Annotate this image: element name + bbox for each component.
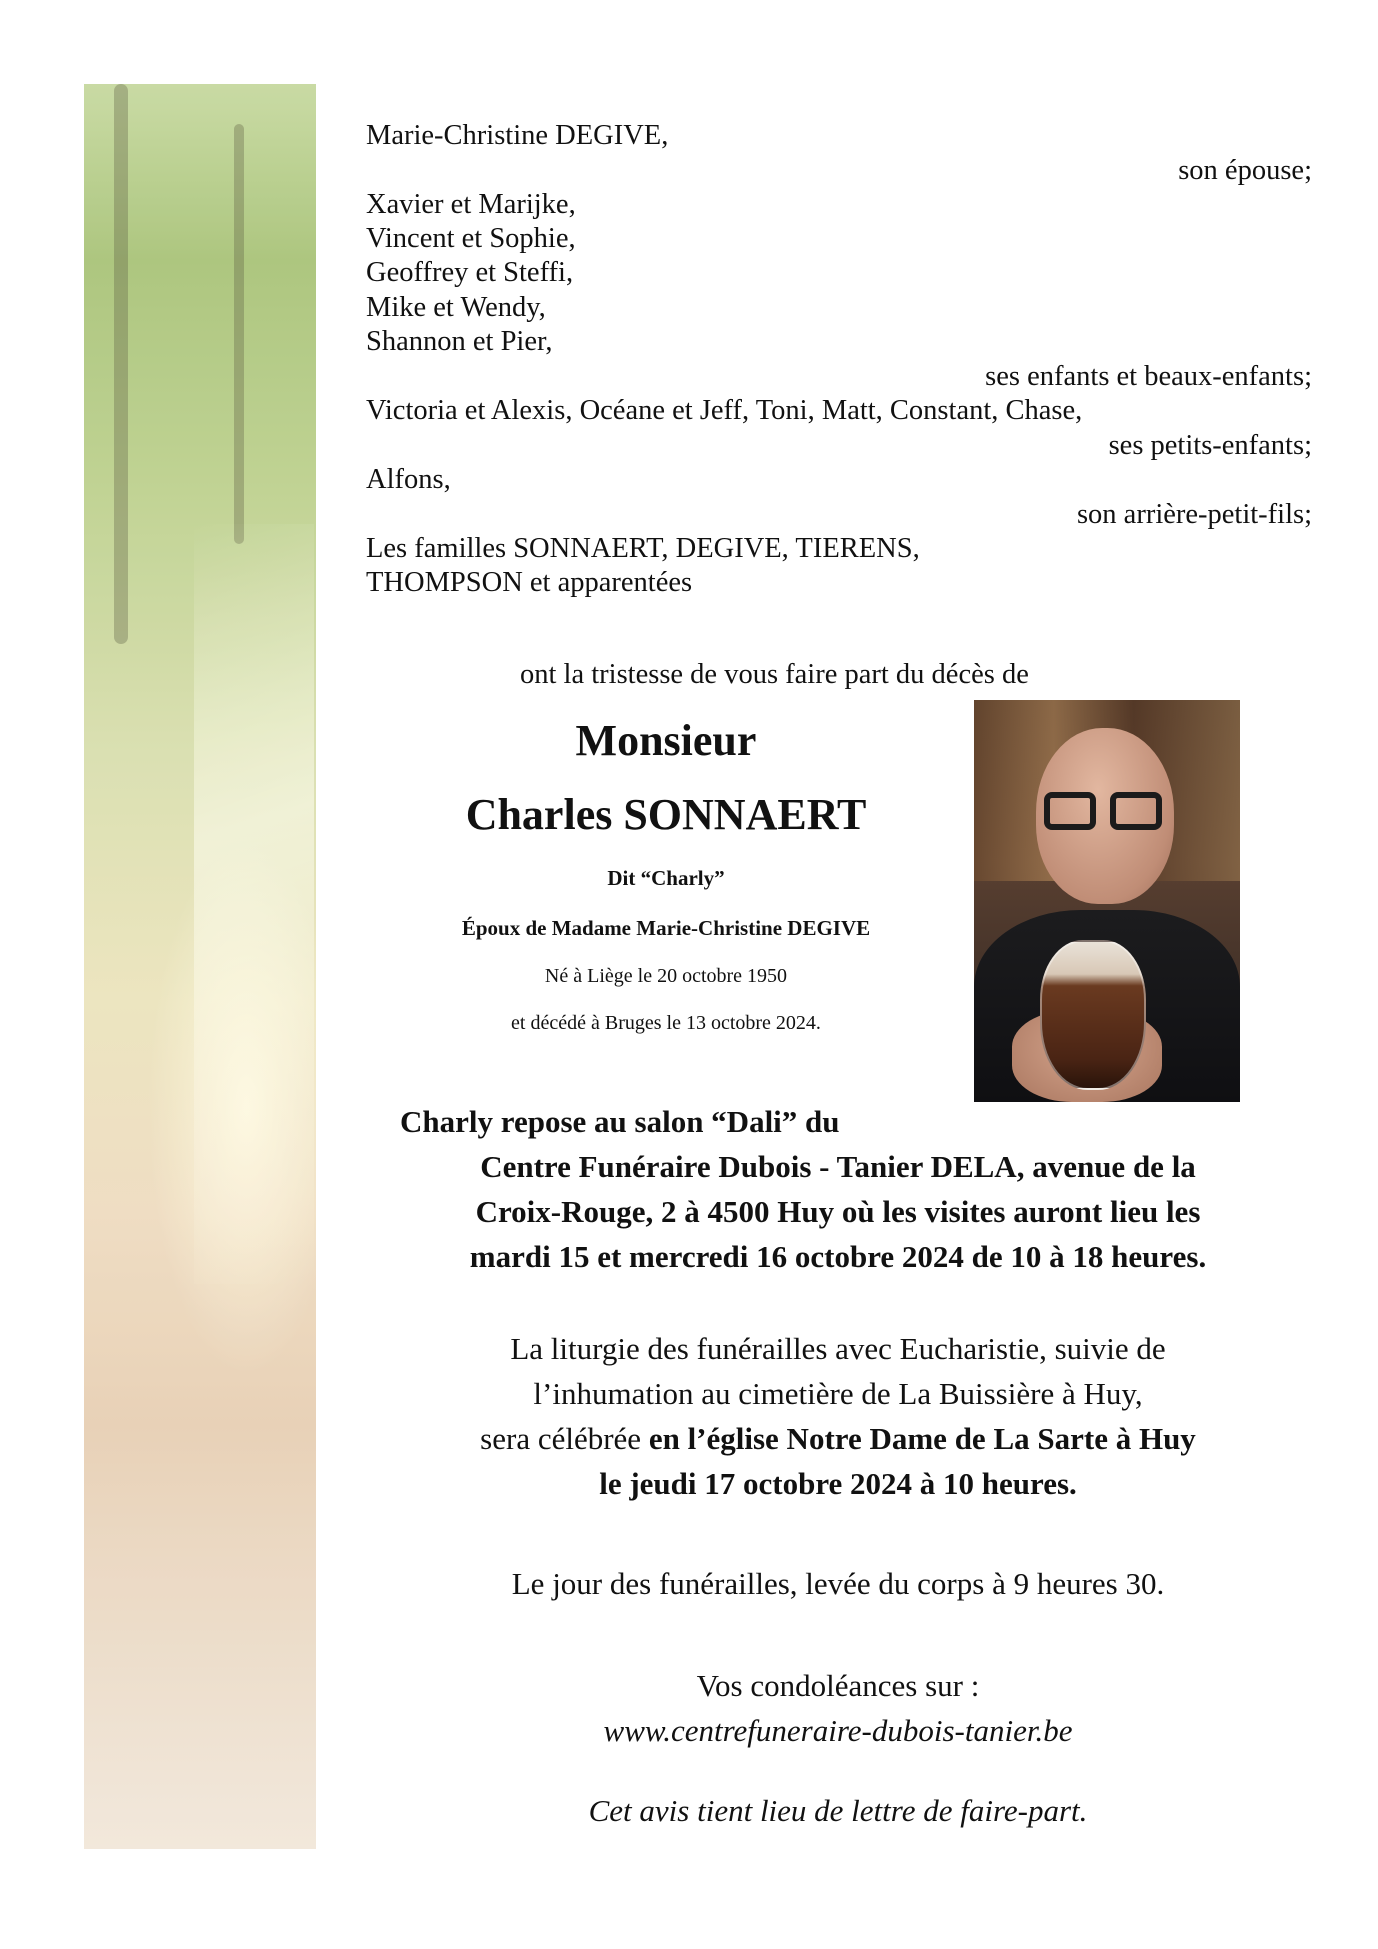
grandchildren-names: Victoria et Alexis, Océane et Jeff, Toni, Matt, Constant, Chase, xyxy=(366,395,1083,426)
deceased-spouse: Époux de Madame Marie-Christine DEGIVE xyxy=(461,916,871,940)
levee-text: Le jour des funérailles, levée du corps à 9 heures 30. xyxy=(511,1566,1165,1601)
condolences-label: Vos condoléances sur : xyxy=(696,1668,980,1703)
child-name: Vincent et Sophie, xyxy=(366,223,576,254)
grandchildren-role: ses petits-enfants; xyxy=(1108,430,1312,461)
child-name: Xavier et Marijke, xyxy=(366,189,576,220)
children-role: ses enfants et beaux-enfants; xyxy=(985,361,1312,392)
great-grandchild-name: Alfons, xyxy=(366,464,451,495)
church-location: en l’église Notre Dame de La Sarte à Huy xyxy=(648,1421,1196,1456)
death-info: et décédé à Bruges le 13 octobre 2024. xyxy=(511,1012,821,1034)
child-name: Geoffrey et Steffi, xyxy=(366,257,574,288)
liturgy-line: l’inhumation au cimetière de La Buissière à Huy, xyxy=(533,1376,1143,1411)
forest-path-image xyxy=(84,84,316,1849)
deceased-portrait-photo xyxy=(974,700,1240,1102)
tree-trunk xyxy=(234,124,244,544)
repose-line: mardi 15 et mercredi 16 octobre 2024 de 10 à 18 heures. xyxy=(469,1239,1207,1274)
families-line: THOMPSON et apparentées xyxy=(366,567,693,598)
sun-rays xyxy=(194,524,314,1284)
deceased-name: Charles SONNAERT xyxy=(465,790,867,839)
footer-note: Cet avis tient lieu de lettre de faire-part. xyxy=(588,1793,1088,1828)
child-name: Mike et Wendy, xyxy=(366,292,546,323)
deceased-nickname: Dit “Charly” xyxy=(607,866,725,890)
liturgy-line: La liturgie des funérailles avec Eucharistie, suivie de xyxy=(510,1331,1166,1366)
liturgy-normal-text: sera célébrée xyxy=(480,1421,642,1456)
funeral-date: le jeudi 17 octobre 2024 à 10 heures. xyxy=(599,1466,1077,1501)
spouse-name: Marie-Christine DEGIVE, xyxy=(366,120,669,151)
birth-info: Né à Liège le 20 octobre 1950 xyxy=(544,965,788,987)
spouse-role: son épouse; xyxy=(1178,155,1312,186)
repose-line: Croix-Rouge, 2 à 4500 Huy où les visites auront lieu les xyxy=(475,1194,1201,1229)
condolences-url-link[interactable]: www.centrefuneraire-dubois-tanier.be xyxy=(603,1713,1073,1748)
repose-line: Charly repose au salon “Dali” du xyxy=(400,1104,840,1139)
tree-trunk xyxy=(114,84,128,644)
great-grandchild-role: son arrière-petit-fils; xyxy=(1076,499,1312,530)
repose-line: Centre Funéraire Dubois - Tanier DELA, avenue de la xyxy=(480,1149,1196,1184)
liturgy-line xyxy=(356,1420,1320,1458)
families-line: Les familles SONNAERT, DEGIVE, TIERENS, xyxy=(366,533,920,564)
deceased-title: Monsieur xyxy=(575,716,757,765)
child-name: Shannon et Pier, xyxy=(366,326,553,357)
announcement-text: ont la tristesse de vous faire part du décès de xyxy=(520,659,1029,690)
